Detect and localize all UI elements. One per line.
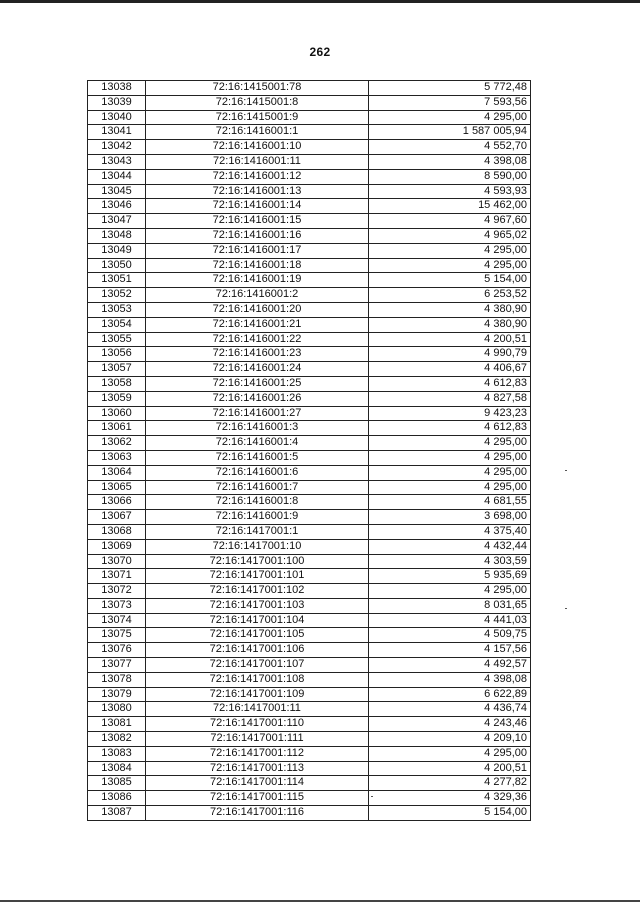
table-row — [88, 613, 531, 628]
value-cell: 4 509,75 — [369, 628, 531, 643]
table-row — [88, 95, 531, 110]
row-number-cell: 13074 — [88, 613, 146, 628]
table-row — [88, 480, 531, 495]
table-row — [88, 776, 531, 791]
table-row — [88, 687, 531, 702]
row-number-cell: 13066 — [88, 495, 146, 510]
table-row — [88, 658, 531, 673]
row-number-cell: 13040 — [88, 110, 146, 125]
value-cell: 4 492,57 — [369, 658, 531, 673]
row-number-cell: 13039 — [88, 95, 146, 110]
table-row — [88, 214, 531, 229]
cadastral-number-cell: 72:16:1416001:19 — [146, 273, 369, 288]
value-cell: 4 967,60 — [369, 214, 531, 229]
cadastral-number-cell: 72:16:1417001:103 — [146, 598, 369, 613]
cadastral-number-cell: 72:16:1416001:8 — [146, 495, 369, 510]
row-number-cell: 13079 — [88, 687, 146, 702]
cadastral-number-cell: 72:16:1416001:1 — [146, 125, 369, 140]
cadastral-number-cell: 72:16:1417001:107 — [146, 658, 369, 673]
table-row — [88, 406, 531, 421]
value-cell: 4 612,83 — [369, 376, 531, 391]
cadastral-number-cell: 72:16:1416001:22 — [146, 332, 369, 347]
table-row — [88, 169, 531, 184]
cadastral-number-cell: 72:16:1416001:26 — [146, 391, 369, 406]
row-number-cell: 13049 — [88, 243, 146, 258]
row-number-cell: 13043 — [88, 154, 146, 169]
value-cell: 4 295,00 — [369, 746, 531, 761]
row-number-cell: 13071 — [88, 569, 146, 584]
row-number-cell: 13085 — [88, 776, 146, 791]
scan-bottom-edge — [0, 900, 640, 902]
value-cell: 4 375,40 — [369, 524, 531, 539]
table-row — [88, 569, 531, 584]
table-row — [88, 436, 531, 451]
value-cell: 4 612,83 — [369, 421, 531, 436]
table-row — [88, 421, 531, 436]
value-cell: 5 772,48 — [369, 81, 531, 96]
cadastral-number-cell: 72:16:1416001:13 — [146, 184, 369, 199]
cadastral-number-cell: 72:16:1416001:16 — [146, 228, 369, 243]
value-cell: 4 295,00 — [369, 480, 531, 495]
table-row — [88, 465, 531, 480]
table-row — [88, 228, 531, 243]
cadastral-number-cell: 72:16:1417001:116 — [146, 806, 369, 821]
table-row — [88, 732, 531, 747]
table-row — [88, 495, 531, 510]
cadastral-number-cell: 72:16:1417001:114 — [146, 776, 369, 791]
value-cell: 4 406,67 — [369, 362, 531, 377]
value-cell: 6 622,89 — [369, 687, 531, 702]
table-row — [88, 791, 531, 806]
cadastral-number-cell: 72:16:1415001:78 — [146, 81, 369, 96]
cadastral-number-cell: 72:16:1417001:113 — [146, 761, 369, 776]
cadastral-number-cell: 72:16:1416001:25 — [146, 376, 369, 391]
value-cell: 15 462,00 — [369, 199, 531, 214]
table-row — [88, 199, 531, 214]
cadastral-number-cell: 72:16:1416001:9 — [146, 510, 369, 525]
cadastral-number-cell: 72:16:1416001:23 — [146, 347, 369, 362]
row-number-cell: 13084 — [88, 761, 146, 776]
row-number-cell: 13044 — [88, 169, 146, 184]
scan-speck — [565, 470, 567, 471]
cadastral-number-cell: 72:16:1417001:11 — [146, 702, 369, 717]
value-cell: 5 935,69 — [369, 569, 531, 584]
cadastral-number-cell: 72:16:1417001:102 — [146, 584, 369, 599]
table-row — [88, 110, 531, 125]
table-body — [88, 81, 531, 821]
table-row — [88, 288, 531, 303]
row-number-cell: 13050 — [88, 258, 146, 273]
table-row — [88, 317, 531, 332]
cadastral-number-cell: 72:16:1417001:109 — [146, 687, 369, 702]
table-row — [88, 628, 531, 643]
row-number-cell: 13048 — [88, 228, 146, 243]
cadastral-number-cell: 72:16:1417001:106 — [146, 643, 369, 658]
table-row — [88, 154, 531, 169]
value-cell: 4 398,08 — [369, 672, 531, 687]
row-number-cell: 13055 — [88, 332, 146, 347]
value-cell: 4 295,00 — [369, 243, 531, 258]
table-row — [88, 347, 531, 362]
row-number-cell: 13056 — [88, 347, 146, 362]
cadastral-number-cell: 72:16:1416001:20 — [146, 302, 369, 317]
cadastral-number-cell: 72:16:1416001:10 — [146, 140, 369, 155]
value-cell: 3 698,00 — [369, 510, 531, 525]
row-number-cell: 13054 — [88, 317, 146, 332]
row-number-cell: 13046 — [88, 199, 146, 214]
value-cell: 4 380,90 — [369, 302, 531, 317]
table-row — [88, 258, 531, 273]
table-row — [88, 140, 531, 155]
row-number-cell: 13086 — [88, 791, 146, 806]
value-cell: 7 593,56 — [369, 95, 531, 110]
value-cell: 4 432,44 — [369, 539, 531, 554]
cadastral-number-cell: 72:16:1417001:100 — [146, 554, 369, 569]
value-cell: 1 587 005,94 — [369, 125, 531, 140]
table-row — [88, 362, 531, 377]
value-cell: 4 965,02 — [369, 228, 531, 243]
row-number-cell: 13038 — [88, 81, 146, 96]
cadastral-number-cell: 72:16:1416001:24 — [146, 362, 369, 377]
cadastral-number-cell: 72:16:1415001:9 — [146, 110, 369, 125]
value-cell: 4 295,00 — [369, 258, 531, 273]
value-cell: 5 154,00 — [369, 273, 531, 288]
row-number-cell: 13062 — [88, 436, 146, 451]
row-number-cell: 13072 — [88, 584, 146, 599]
value-cell: 4 157,56 — [369, 643, 531, 658]
row-number-cell: 13082 — [88, 732, 146, 747]
value-cell: 4 329,36 — [369, 791, 531, 806]
value-cell: 4 295,00 — [369, 465, 531, 480]
table-row — [88, 376, 531, 391]
value-cell: 5 154,00 — [369, 806, 531, 821]
table-row — [88, 598, 531, 613]
row-number-cell: 13060 — [88, 406, 146, 421]
row-number-cell: 13057 — [88, 362, 146, 377]
table-row — [88, 524, 531, 539]
row-number-cell: 13068 — [88, 524, 146, 539]
cadastral-number-cell: 72:16:1417001:112 — [146, 746, 369, 761]
cadastral-value-table — [87, 80, 531, 821]
cadastral-number-cell: 72:16:1416001:2 — [146, 288, 369, 303]
table-row — [88, 539, 531, 554]
row-number-cell: 13081 — [88, 717, 146, 732]
row-number-cell: 13061 — [88, 421, 146, 436]
row-number-cell: 13042 — [88, 140, 146, 155]
value-cell: 4 295,00 — [369, 450, 531, 465]
cadastral-number-cell: 72:16:1417001:108 — [146, 672, 369, 687]
table-row — [88, 806, 531, 821]
cadastral-number-cell: 72:16:1416001:12 — [146, 169, 369, 184]
value-cell: 8 590,00 — [369, 169, 531, 184]
table-row — [88, 584, 531, 599]
table-row — [88, 746, 531, 761]
table-row — [88, 391, 531, 406]
table-row — [88, 332, 531, 347]
table-row — [88, 125, 531, 140]
cadastral-number-cell: 72:16:1416001:7 — [146, 480, 369, 495]
value-cell: 4 827,58 — [369, 391, 531, 406]
cadastral-number-cell: 72:16:1417001:105 — [146, 628, 369, 643]
cadastral-number-cell: 72:16:1416001:27 — [146, 406, 369, 421]
row-number-cell: 13069 — [88, 539, 146, 554]
cadastral-number-cell: 72:16:1416001:15 — [146, 214, 369, 229]
cadastral-number-cell: 72:16:1416001:18 — [146, 258, 369, 273]
value-cell: 4 200,51 — [369, 332, 531, 347]
row-number-cell: 13080 — [88, 702, 146, 717]
row-number-cell: 13052 — [88, 288, 146, 303]
row-number-cell: 13083 — [88, 746, 146, 761]
table-row — [88, 243, 531, 258]
table-row — [88, 672, 531, 687]
cadastral-number-cell: 72:16:1416001:14 — [146, 199, 369, 214]
cadastral-number-cell: 72:16:1416001:3 — [146, 421, 369, 436]
row-number-cell: 13077 — [88, 658, 146, 673]
value-cell: 4 593,93 — [369, 184, 531, 199]
table-row — [88, 554, 531, 569]
cadastral-number-cell: 72:16:1416001:6 — [146, 465, 369, 480]
row-number-cell: 13051 — [88, 273, 146, 288]
table-row — [88, 510, 531, 525]
cadastral-number-cell: 72:16:1416001:17 — [146, 243, 369, 258]
row-number-cell: 13065 — [88, 480, 146, 495]
value-cell: 9 423,23 — [369, 406, 531, 421]
cadastral-number-cell: 72:16:1417001:115 — [146, 791, 369, 806]
value-cell: 4 243,46 — [369, 717, 531, 732]
table-row — [88, 761, 531, 776]
cadastral-number-cell: 72:16:1416001:4 — [146, 436, 369, 451]
row-number-cell: 13053 — [88, 302, 146, 317]
value-cell: 4 277,82 — [369, 776, 531, 791]
row-number-cell: 13076 — [88, 643, 146, 658]
value-cell: 4 441,03 — [369, 613, 531, 628]
value-cell: 4 295,00 — [369, 436, 531, 451]
cadastral-number-cell: 72:16:1416001:5 — [146, 450, 369, 465]
row-number-cell: 13047 — [88, 214, 146, 229]
cadastral-number-cell: 72:16:1417001:110 — [146, 717, 369, 732]
row-number-cell: 13067 — [88, 510, 146, 525]
cadastral-number-cell: 72:16:1415001:8 — [146, 95, 369, 110]
value-cell: 4 380,90 — [369, 317, 531, 332]
value-cell: 4 398,08 — [369, 154, 531, 169]
value-cell: 4 990,79 — [369, 347, 531, 362]
scan-speck — [371, 796, 373, 797]
row-number-cell: 13064 — [88, 465, 146, 480]
cadastral-number-cell: 72:16:1417001:101 — [146, 569, 369, 584]
value-cell: 6 253,52 — [369, 288, 531, 303]
row-number-cell: 13063 — [88, 450, 146, 465]
cadastral-number-cell: 72:16:1417001:1 — [146, 524, 369, 539]
table-row — [88, 450, 531, 465]
value-cell: 4 552,70 — [369, 140, 531, 155]
table-row — [88, 717, 531, 732]
value-cell: 4 303,59 — [369, 554, 531, 569]
table-row — [88, 702, 531, 717]
row-number-cell: 13041 — [88, 125, 146, 140]
value-cell: 4 200,51 — [369, 761, 531, 776]
value-cell: 8 031,65 — [369, 598, 531, 613]
cadastral-number-cell: 72:16:1416001:11 — [146, 154, 369, 169]
cadastral-number-cell: 72:16:1417001:111 — [146, 732, 369, 747]
value-cell: 4 209,10 — [369, 732, 531, 747]
table-row — [88, 302, 531, 317]
value-cell: 4 436,74 — [369, 702, 531, 717]
row-number-cell: 13058 — [88, 376, 146, 391]
scan-top-edge — [0, 0, 640, 3]
cadastral-number-cell: 72:16:1417001:10 — [146, 539, 369, 554]
row-number-cell: 13078 — [88, 672, 146, 687]
row-number-cell: 13075 — [88, 628, 146, 643]
row-number-cell: 13087 — [88, 806, 146, 821]
row-number-cell: 13059 — [88, 391, 146, 406]
table-row — [88, 81, 531, 96]
value-cell: 4 681,55 — [369, 495, 531, 510]
table-row — [88, 184, 531, 199]
cadastral-number-cell: 72:16:1417001:104 — [146, 613, 369, 628]
value-cell: 4 295,00 — [369, 584, 531, 599]
value-cell: 4 295,00 — [369, 110, 531, 125]
scan-speck — [565, 608, 567, 609]
row-number-cell: 13070 — [88, 554, 146, 569]
cadastral-number-cell: 72:16:1416001:21 — [146, 317, 369, 332]
page-number: 262 — [309, 45, 331, 59]
table-row — [88, 273, 531, 288]
row-number-cell: 13073 — [88, 598, 146, 613]
row-number-cell: 13045 — [88, 184, 146, 199]
table-row — [88, 643, 531, 658]
